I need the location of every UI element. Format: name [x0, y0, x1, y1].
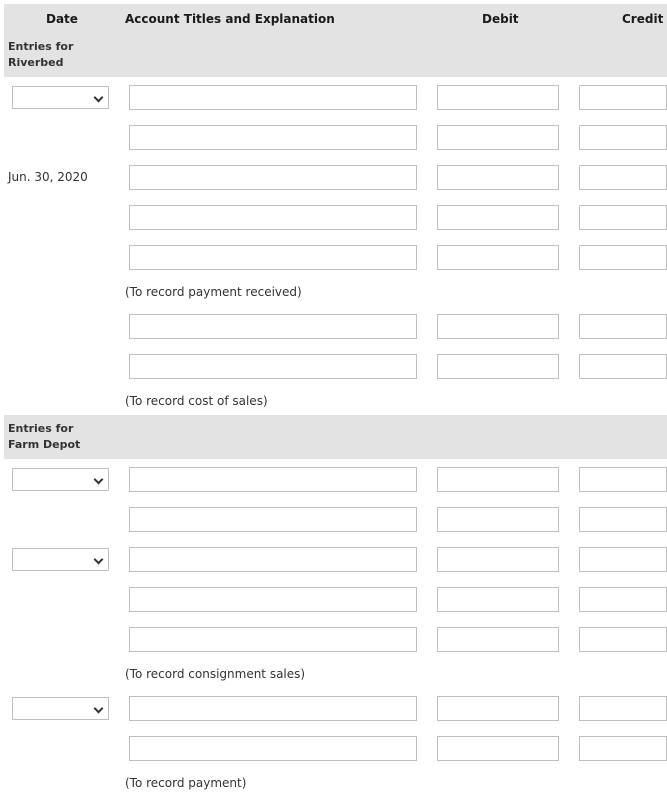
- account-column-header: Account Titles and Explanation: [125, 12, 335, 26]
- credit-column-header: Credit: [622, 12, 664, 26]
- explanation-payment-received: (To record payment received): [125, 285, 302, 299]
- debit-input[interactable]: [437, 627, 559, 652]
- account-input[interactable]: [129, 736, 417, 761]
- account-input[interactable]: [129, 85, 417, 110]
- account-input[interactable]: [129, 165, 417, 190]
- account-input[interactable]: [129, 205, 417, 230]
- debit-input[interactable]: [437, 587, 559, 612]
- credit-input[interactable]: [579, 467, 667, 492]
- debit-input[interactable]: [437, 547, 559, 572]
- account-input[interactable]: [129, 314, 417, 339]
- debit-input[interactable]: [437, 354, 559, 379]
- account-input[interactable]: [129, 587, 417, 612]
- credit-input[interactable]: [579, 85, 667, 110]
- debit-input[interactable]: [437, 205, 559, 230]
- date-select-riverbed-1[interactable]: [12, 86, 109, 109]
- date-select-farm-depot-1[interactable]: [12, 468, 109, 491]
- debit-input[interactable]: [437, 85, 559, 110]
- explanation-consignment-sales: (To record consignment sales): [125, 667, 306, 681]
- credit-input[interactable]: [579, 587, 667, 612]
- chevron-down-icon: [94, 93, 104, 103]
- section-label-farm-depot: Entries for Farm Depot: [8, 422, 81, 451]
- explanation-cost-of-sales: (To record cost of sales): [125, 394, 268, 408]
- credit-input[interactable]: [579, 736, 667, 761]
- account-input[interactable]: [129, 125, 417, 150]
- credit-input[interactable]: [579, 354, 667, 379]
- credit-input[interactable]: [579, 245, 667, 270]
- account-input[interactable]: [129, 245, 417, 270]
- credit-input[interactable]: [579, 507, 667, 532]
- section-label-riverbed: Entries for Riverbed: [8, 40, 74, 69]
- credit-input[interactable]: [579, 125, 667, 150]
- date-select-farm-depot-2[interactable]: [12, 548, 109, 571]
- credit-input[interactable]: [579, 547, 667, 572]
- account-input[interactable]: [129, 507, 417, 532]
- debit-input[interactable]: [437, 165, 559, 190]
- account-input[interactable]: [129, 696, 417, 721]
- chevron-down-icon: [94, 555, 104, 565]
- credit-input[interactable]: [579, 314, 667, 339]
- debit-input[interactable]: [437, 125, 559, 150]
- account-input[interactable]: [129, 547, 417, 572]
- account-input[interactable]: [129, 354, 417, 379]
- debit-input[interactable]: [437, 696, 559, 721]
- account-input[interactable]: [129, 627, 417, 652]
- credit-input[interactable]: [579, 696, 667, 721]
- date-select-farm-depot-3[interactable]: [12, 697, 109, 720]
- debit-input[interactable]: [437, 314, 559, 339]
- debit-input[interactable]: [437, 736, 559, 761]
- chevron-down-icon: [94, 704, 104, 714]
- entry-date: Jun. 30, 2020: [8, 170, 88, 184]
- debit-input[interactable]: [437, 245, 559, 270]
- debit-column-header: Debit: [482, 12, 519, 26]
- debit-input[interactable]: [437, 507, 559, 532]
- credit-input[interactable]: [579, 165, 667, 190]
- date-column-header: Date: [46, 12, 78, 26]
- credit-input[interactable]: [579, 205, 667, 230]
- explanation-payment: (To record payment): [125, 776, 247, 790]
- debit-input[interactable]: [437, 467, 559, 492]
- account-input[interactable]: [129, 467, 417, 492]
- credit-input[interactable]: [579, 627, 667, 652]
- chevron-down-icon: [94, 475, 104, 485]
